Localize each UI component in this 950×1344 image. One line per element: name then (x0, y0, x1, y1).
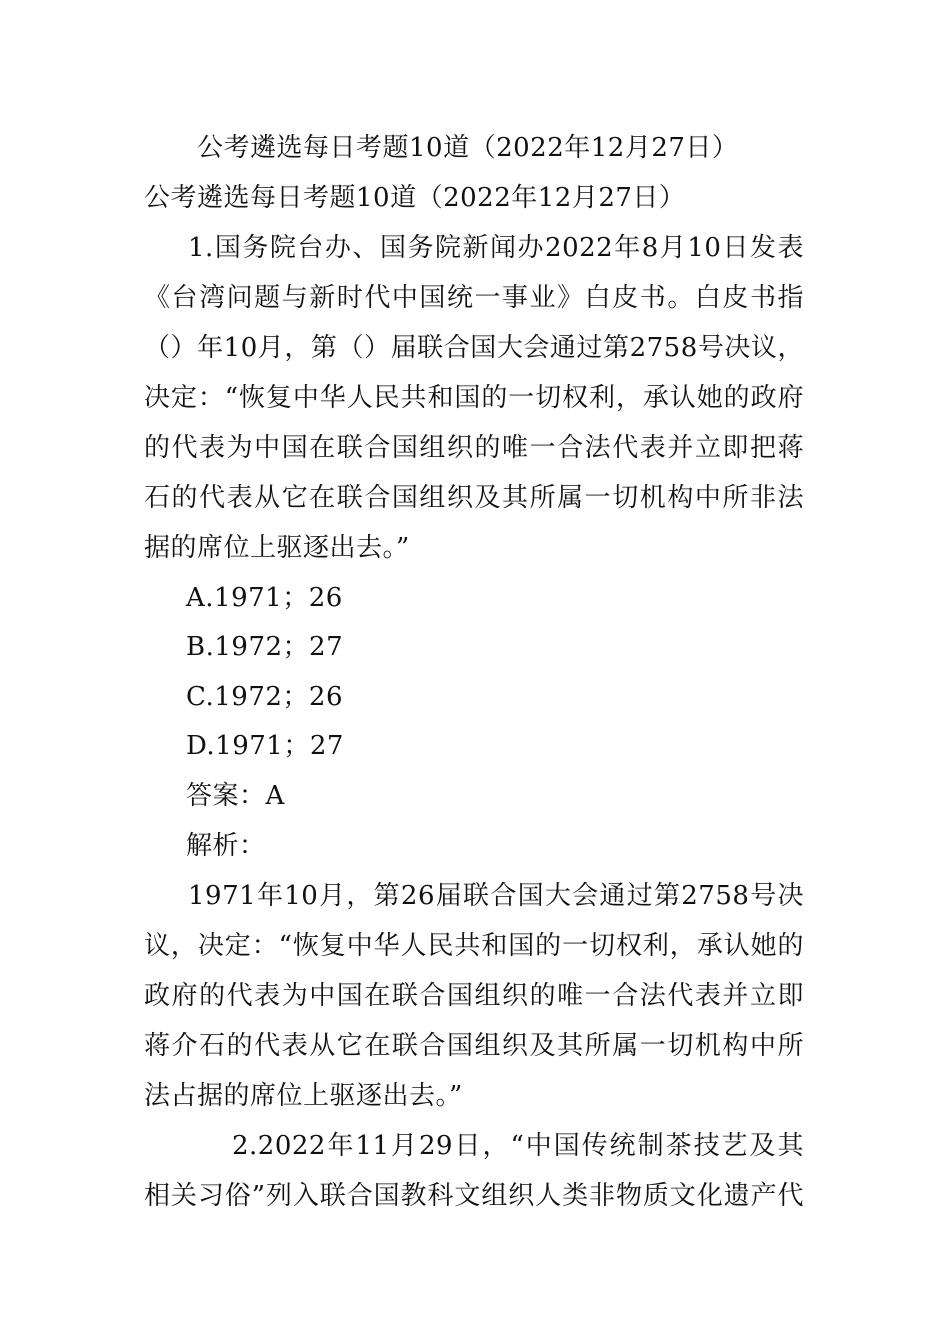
answer: 答案：A (186, 781, 285, 811)
question-2-line: 2.2022年11月29日，“中国传统制茶技艺及其 (232, 1131, 804, 1161)
option-d: D.1971；27 (186, 731, 344, 761)
analysis-line: 1971年10月，第26届联合国大会通过第2758号决 (188, 881, 804, 911)
analysis-label: 解析： (186, 831, 266, 861)
question-2-line: 相关习俗”列入联合国教科文组织人类非物质文化遗产代 (144, 1181, 804, 1211)
question-1-line: 1.国务院台办、国务院新闻办2022年8月10日发表 (188, 233, 804, 263)
question-1-line: 《台湾问题与新时代中国统一事业》白皮书。白皮书指 (144, 283, 804, 313)
question-1-line: 石的代表从它在联合国组织及其所属一切机构中所非法 (144, 483, 804, 513)
question-1-line: （）年10月，第（）届联合国大会通过第2758号决议， (144, 333, 804, 363)
document-title: 公考遴选每日考题10道（2022年12月27日） (197, 133, 739, 163)
question-1-line: 据的席位上驱逐出去。” (144, 533, 410, 563)
analysis-line: 议，决定：“恢复中华人民共和国的一切权利，承认她的 (144, 931, 804, 961)
analysis-line: 蒋介石的代表从它在联合国组织及其所属一切机构中所 (144, 1031, 804, 1061)
option-a: A.1971；26 (186, 583, 343, 613)
analysis-line: 法占据的席位上驱逐出去。” (144, 1081, 463, 1111)
document-subtitle: 公考遴选每日考题10道（2022年12月27日） (144, 183, 686, 213)
option-b: B.1972；27 (186, 632, 344, 662)
option-c: C.1972；26 (186, 682, 343, 712)
analysis-line: 政府的代表为中国在联合国组织的唯一合法代表并立即 (144, 981, 804, 1011)
question-1-line: 决定：“恢复中华人民共和国的一切权利，承认她的政府 (144, 383, 804, 413)
question-1-line: 的代表为中国在联合国组织的唯一合法代表并立即把蒋 (144, 433, 804, 463)
